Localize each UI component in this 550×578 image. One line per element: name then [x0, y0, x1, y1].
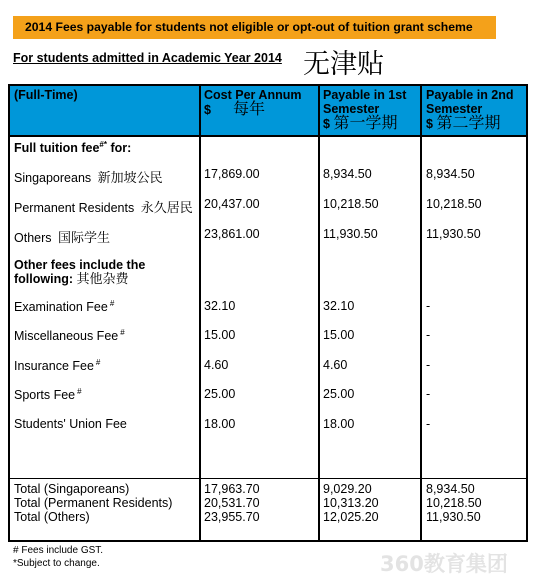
section-full-tuition-fee: Full tuition fee#* for: [14, 140, 132, 156]
row-cost-per-annum: 23,861.00 [204, 227, 260, 241]
row-cost-per-annum: 18.00 [204, 417, 236, 431]
row-payable-sem2: - [426, 358, 431, 372]
row-payable-sem2: 10,218.50 [426, 197, 482, 211]
row-payable-sem2: - [426, 299, 431, 313]
row-payable-sem1: 11,930.50 [323, 227, 378, 241]
row-label: Singaporeans 新加坡公民 [14, 171, 163, 186]
row-cost-per-annum: 15.00 [204, 328, 236, 342]
total-payable-sem2: 10,218.50 [426, 496, 482, 510]
row-label: Permanent Residents 永久居民 [14, 201, 193, 216]
total-payable-sem1: 9,029.20 [323, 482, 372, 496]
row-payable-sem1: 15.00 [323, 328, 355, 342]
total-cost-per-annum: 20,531.70 [204, 496, 260, 510]
row-label: Others 国际学生 [14, 231, 111, 246]
header-cost-per-annum: Cost Per Annum $ 每年 [204, 88, 302, 118]
total-cost-per-annum: 23,955.70 [204, 510, 260, 524]
row-cost-per-annum: 32.10 [204, 299, 236, 313]
row-payable-sem1: 25.00 [323, 387, 355, 401]
row-cost-per-annum: 17,869.00 [204, 167, 260, 181]
no-subsidy-note: 无津贴 [303, 49, 384, 80]
total-label: Total (Permanent Residents) [14, 496, 173, 510]
row-payable-sem1: 10,218.50 [323, 197, 379, 211]
row-cost-per-annum: 4.60 [204, 358, 229, 372]
row-payable-sem1: 8,934.50 [323, 167, 372, 181]
row-payable-sem2: 8,934.50 [426, 167, 475, 181]
total-payable-sem2: 8,934.50 [426, 482, 475, 496]
total-cost-per-annum: 17,963.70 [204, 482, 260, 496]
row-payable-sem2: - [426, 387, 431, 401]
row-payable-sem1: 32.10 [323, 299, 355, 313]
header-full-time: (Full-Time) [14, 88, 78, 102]
total-label: Total (Others) [14, 510, 90, 524]
row-payable-sem2: - [426, 417, 431, 431]
total-label: Total (Singaporeans) [14, 482, 130, 496]
watermark-logo: 360教育集团 [380, 552, 508, 576]
row-cost-per-annum: 25.00 [204, 387, 236, 401]
footnote-subject-to-change: *Subject to change. [13, 558, 100, 569]
section-other-fees: Other fees include the following: 其他杂费 [14, 258, 146, 287]
row-label: Miscellaneous Fee # [14, 328, 125, 344]
page-banner: 2014 Fees payable for students not eligible or opt-out of tuition grant scheme [13, 16, 496, 39]
row-label: Insurance Fee # [14, 358, 101, 374]
row-cost-per-annum: 20,437.00 [204, 197, 260, 211]
row-label: Sports Fee # [14, 387, 82, 403]
row-label: Examination Fee # [14, 299, 115, 315]
total-payable-sem2: 11,930.50 [426, 510, 481, 524]
row-payable-sem2: - [426, 328, 431, 342]
total-payable-sem1: 12,025.20 [323, 510, 379, 524]
row-payable-sem2: 11,930.50 [426, 227, 481, 241]
header-payable-1st-semester: Payable in 1st Semester $ 第一学期 [323, 88, 407, 132]
row-payable-sem1: 18.00 [323, 417, 355, 431]
footnote-gst: # Fees include GST. [13, 545, 104, 556]
row-label: Students' Union Fee [14, 417, 127, 431]
row-payable-sem1: 4.60 [323, 358, 348, 372]
total-payable-sem1: 10,313.20 [323, 496, 379, 510]
admission-year-heading: For students admitted in Academic Year 2014 [13, 51, 282, 65]
header-payable-2nd-semester: Payable in 2nd Semester $ 第二学期 [426, 88, 514, 132]
